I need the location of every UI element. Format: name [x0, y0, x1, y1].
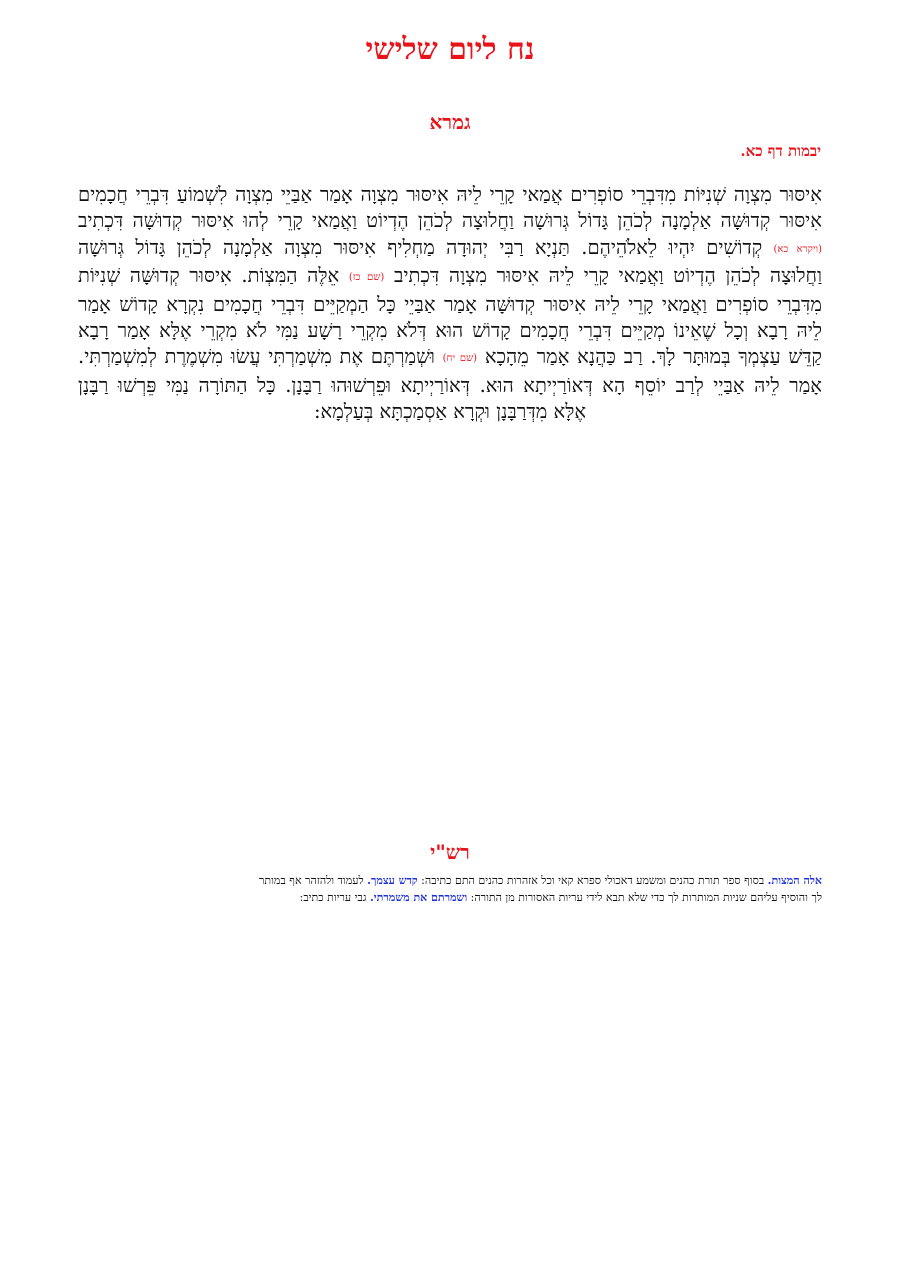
gemara-text-segment: קַדֵּשׁ עַצְמְךָ בְּמוּתָּר לָךְ. רַב כַּהֲנָא אָמַר מֵהָכָא: [484, 345, 822, 369]
gemara-text-segment: אֵלֶּה הַמִּצְוֹת. אִיסּוּר קְדוּשָּׁה שְׁנִיּוֹת: [78, 264, 340, 288]
verse-citation: (שם יח): [442, 353, 478, 365]
verse-citation: (ויקרא כא): [773, 243, 822, 255]
page-title: נח ליום שלישי: [365, 32, 535, 67]
source-reference: יבמות דף כא.: [740, 142, 821, 160]
gemara-line: [78, 344, 822, 372]
gemara-line: [78, 373, 822, 399]
gemara-text-segment: אִיסּוּר מִצְוָה שְׁנִיּוֹת מִדִּבְרֵי סוֹפְרִים אֲמַאי קָרֵי לֵיהּ אִיסּוּר מִצְוָה אָמַר אַבַּיֵי מִצְוָה לִשְׁמוֹעַ דִּבְרֵי חֲכָמִים: [78, 183, 822, 206]
gemara-text-segment: מִדִּבְרֵי סוֹפְרִים וַאֲמַאי קָרֵי לֵיהּ אִיסּוּר קְדוּשָּׁה אָמַר אַבַּיֵי כָּל הַמְקַיֵּים דִּבְרֵי חֲכָמִים נִקְרָא קָדוֹשׁ אָמַר: [78, 292, 822, 316]
verse-citation: (שם כז): [348, 272, 385, 284]
dibur-hamatchil: קדש עצמך.: [367, 874, 418, 887]
dibur-hamatchil: ושמרתם את משמרתי.: [369, 891, 468, 904]
gemara-text-segment: וַחֲלוּצָה לְכֹהֵן הֶדְיוֹט וַאֲמַאי קָרֵי לֵיהּ אִיסּוּר מִצְוָה דִּכְתִיב: [393, 264, 822, 288]
gemara-text-segment: לֵיהּ רָבָא וְכָל שֶׁאֵינוֹ מְקַיֵּים דִּבְרֵי חֲכָמִים קָדוֹשׁ הוּא דְּלֹא מִקְרֵי רָשָׁע נַמִּי לֹא מִקְרֵי אֶלָּא אָמַר רָבָא: [78, 319, 822, 343]
gemara-line: [78, 399, 822, 425]
rashi-text: לעמוד ולהזהר אף במותר: [259, 874, 368, 887]
gemara-line: [78, 235, 822, 263]
rashi-line: [78, 872, 822, 889]
rashi-text: בסוף ספר תורת כהנים ומשמע דאכולי ספרא קאי וכל אזהרות כהנים התם כתיבה:: [417, 874, 768, 887]
rashi-heading: רש"י: [430, 840, 470, 864]
gemara-line: [78, 208, 822, 234]
gemara-text-segment: אִיסּוּר קְדוּשָּׁה אַלְמָנָה לְכֹהֵן גָּדוֹל גְּרוּשָׁה וַחֲלוּצָה לְכֹהֵן הֶדְיוֹט וַאֲמַאי קָרֵי לְהוּ אִיסּוּר קְדוּשָּׁה דִּכְתִיב: [78, 209, 822, 233]
gemara-heading: גמרא: [429, 110, 471, 134]
gemara-line: [78, 263, 822, 291]
gemara-text-segment: קְדוֹשִׁים יִהְיוּ לֵאלֹהֵיהֶם. תַּנְיָא רַבִּי יְהוּדָה מַחְלִיף אִיסּוּר מִצְוָה אַלְמָנָה לְכֹהֵן גָּדוֹל גְּרוּשָׁה: [78, 235, 763, 259]
rashi-commentary: [78, 872, 822, 906]
rashi-text: גבי עריות כתיב:: [299, 891, 370, 904]
gemara-text: [78, 182, 822, 426]
gemara-line: [78, 182, 822, 208]
gemara-line: [78, 292, 822, 318]
rashi-line: [78, 889, 822, 906]
gemara-text-segment: אָמַר לֵיהּ אַבַּיֵי לְרַב יוֹסֵף הָא דְּאוֹרַיְיתָא הוּא. דְּאוֹרַיְיתָא וּפֵרְשׁוּהוּ רַבָּנָן. כָּל הַתּוֹרָה נַמִּי פֵּרְשׁוּ רַבָּנָן: [78, 373, 822, 397]
gemara-text-segment: וּשְׁמַרְתֶּם אֶת מִשְׁמַרְתִּי עֲשׂוּ מִשְׁמֶרֶת לְמִשְׁמַרְתִּי.: [78, 345, 435, 369]
rashi-text: לך והוסיף עליהם שניות המותרות לך כדי שלא תבא לידי עריות האסורות מן התורה:: [467, 891, 822, 904]
gemara-text-segment: אֶלָּא מִדְּרַבָּנָן וּקְרָא אַסְמַכְתָּא בְּעַלְמָא:: [313, 400, 587, 424]
dibur-hamatchil: אלה המצות.: [767, 874, 822, 887]
gemara-line: [78, 318, 822, 344]
